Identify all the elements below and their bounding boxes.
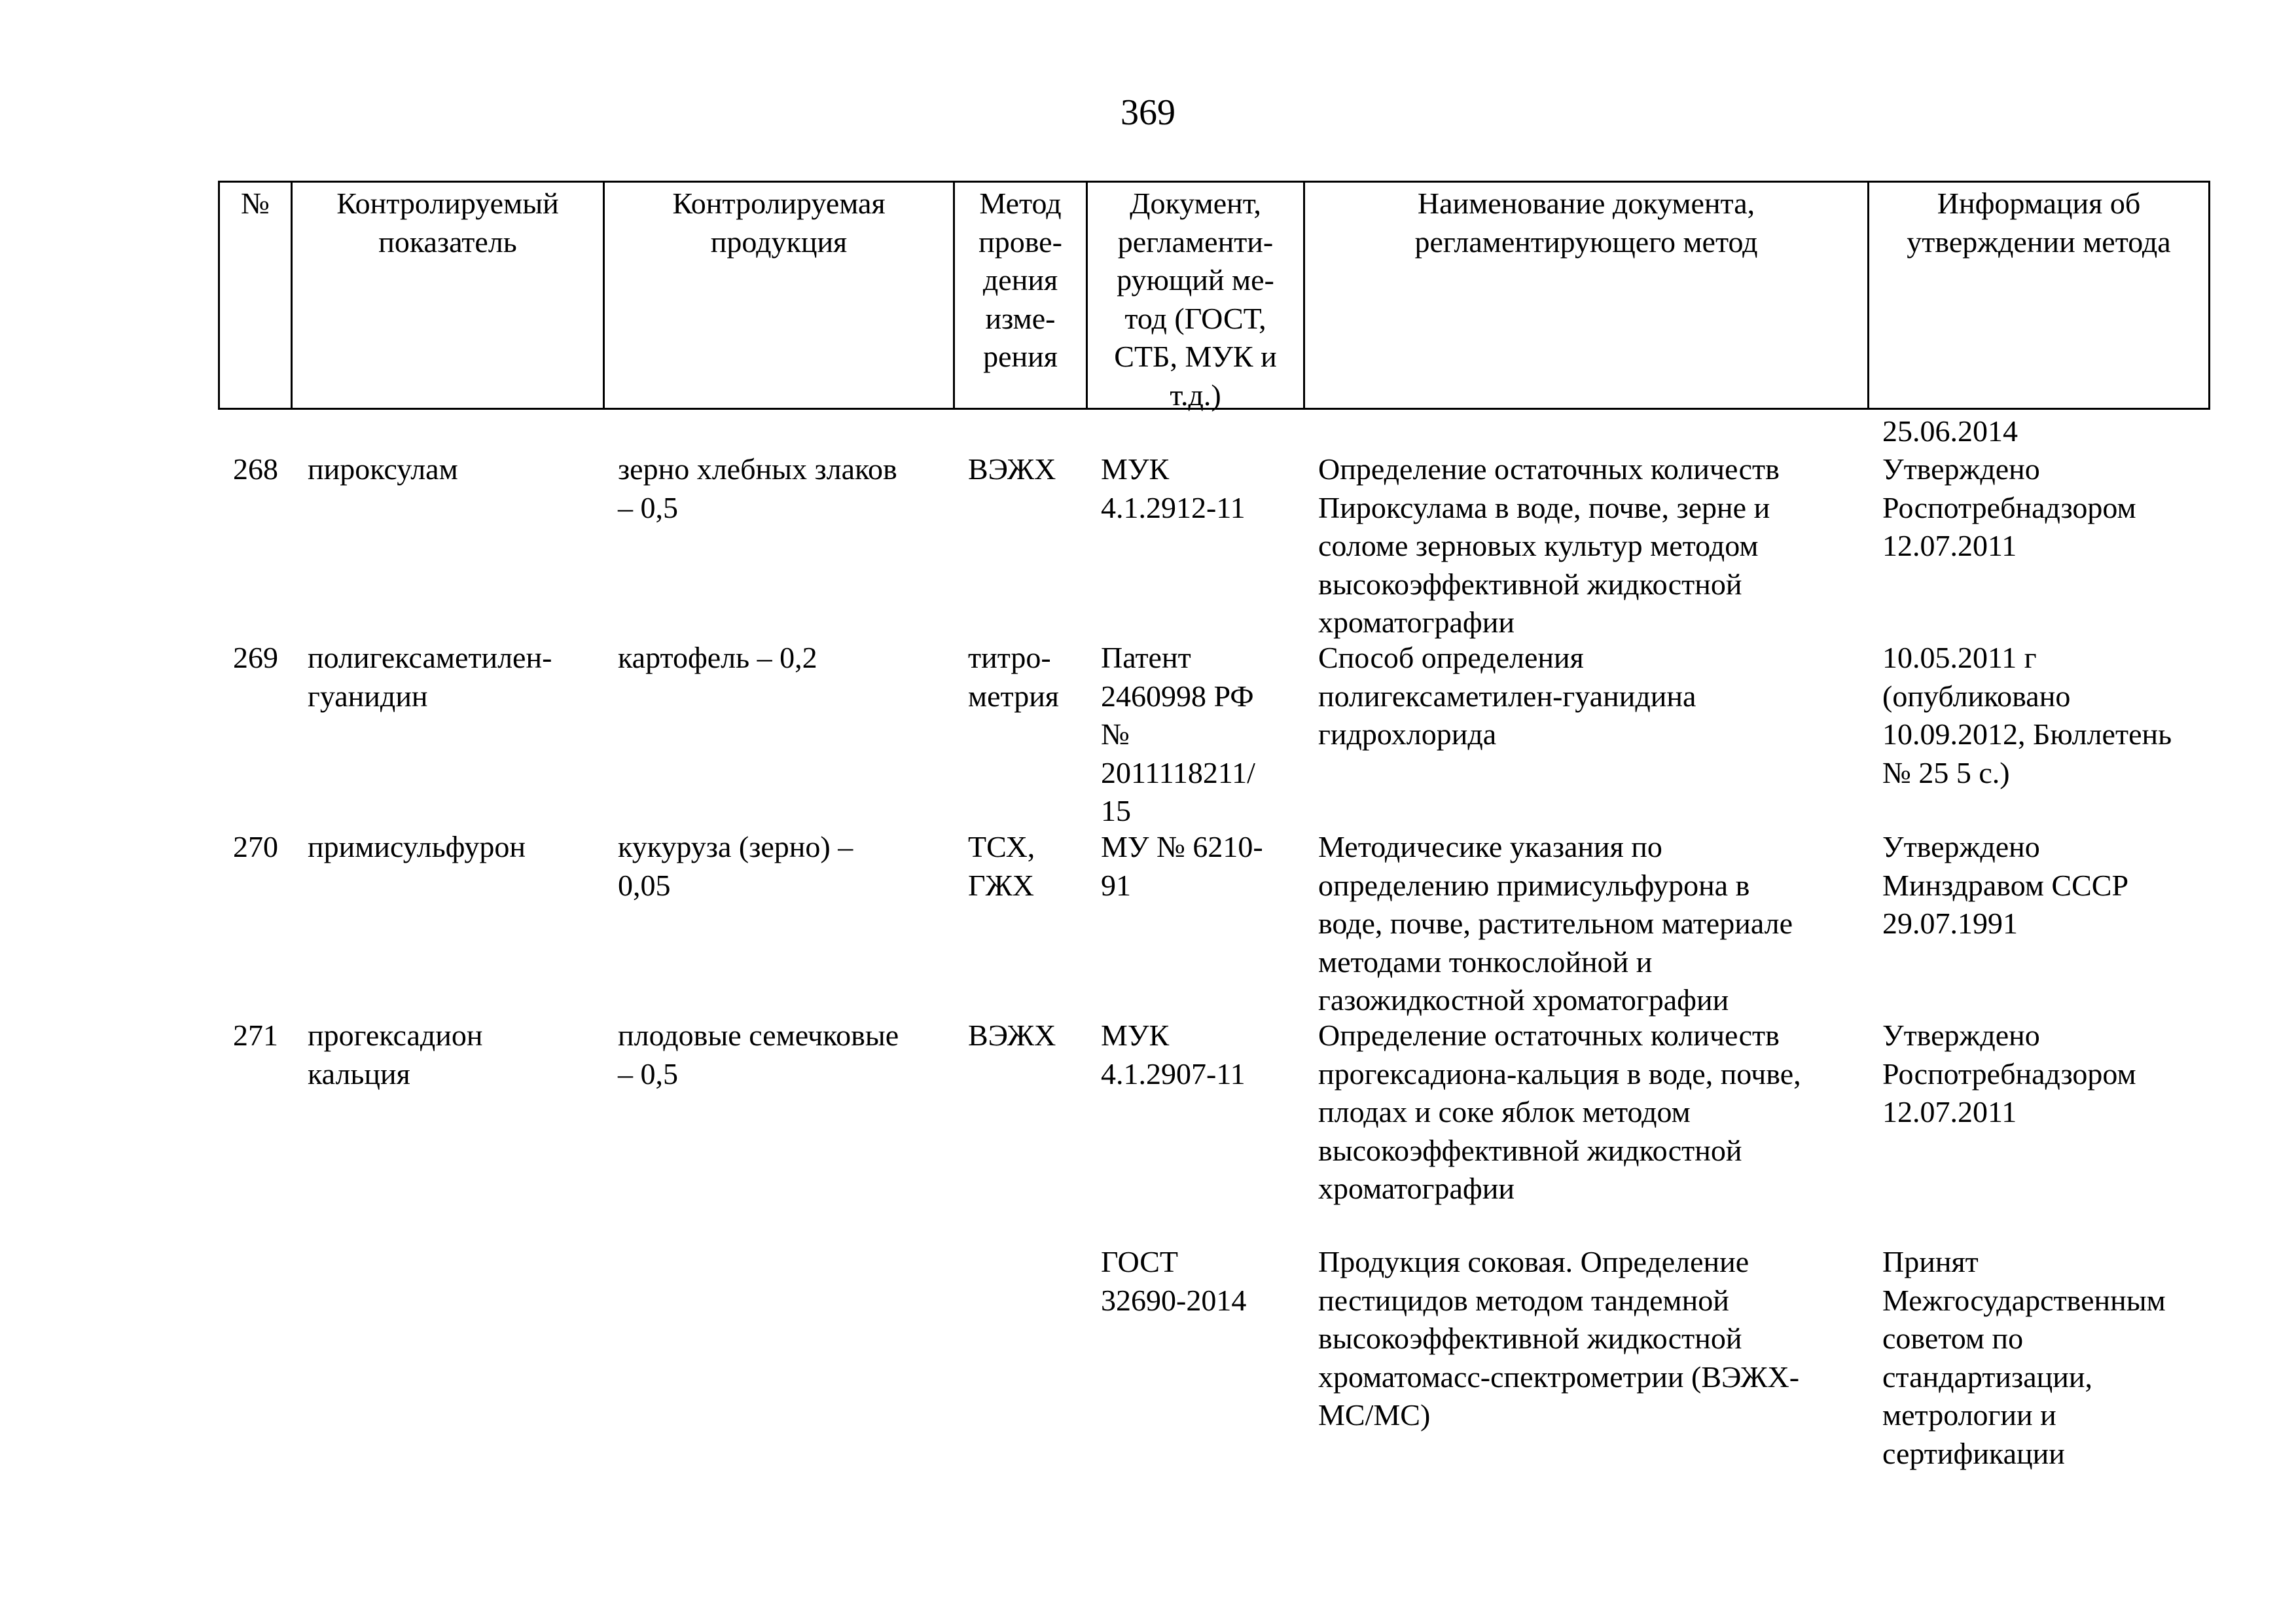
header-number: № (241, 187, 270, 220)
row-document: МУК 4.1.2912-11 (1101, 452, 1246, 524)
row-approval: Утверждено Минздравом СССР 29.07.1991 (1882, 830, 2129, 940)
row-document-name: Определение остаточных количеств Пироксулама в воде, почве, зерне и соломе зерновых культур методом высокоэффективной жидкостной хроматографии (1318, 452, 1780, 639)
row-indicator: полигексаметилен- гуанидин (308, 641, 552, 713)
row-approval: Принят Межгосударственным советом по стандартизации, метрологии и сертификации (1882, 1245, 2166, 1470)
row-document: Патент 2460998 РФ № 2011118211/ 15 (1101, 641, 1255, 827)
header-document-name: Наименование документа, регламентирующего метод (1414, 187, 1758, 259)
row-document-name: Продукция соковая. Определение пестицидов методом тандемной высокоэффективной жидкостной хроматомасс-спектрометрии (ВЭЖХ- МС/МС) (1318, 1245, 1800, 1432)
row-method: ВЭЖХ (968, 1019, 1056, 1052)
row-document: МУК 4.1.2907-11 (1101, 1019, 1246, 1091)
header-approval: Информация об утверждении метода (1907, 187, 2171, 259)
header-product: Контролируемая продукция (672, 187, 886, 259)
row-number: 269 (233, 641, 278, 674)
row-method: ТСХ, ГЖХ (968, 830, 1035, 902)
row-product: кукуруза (зерно) – 0,05 (618, 830, 853, 902)
row-number: 268 (233, 452, 278, 486)
page-number: 369 (1121, 92, 1175, 133)
row-product: зерно хлебных злаков – 0,5 (618, 452, 897, 524)
row-number: 270 (233, 830, 278, 863)
row-indicator: пироксулам (308, 452, 458, 486)
row-approval: 10.05.2011 г (опубликовано 10.09.2012, Бюллетень № 25 5 с.) (1882, 641, 2172, 789)
header-method: Метод прове- дения изме- рения (978, 187, 1062, 373)
row-method: титро- метрия (968, 641, 1059, 713)
row-document: ГОСТ 32690-2014 (1101, 1245, 1247, 1317)
row-document-name: Методичесике указания по определению примисульфурона в воде, почве, растительном материале методами тонкослойной и газожидкостной хроматографии (1318, 830, 1793, 1017)
row-product: картофель – 0,2 (618, 641, 817, 674)
row-document-name: Способ определения полигексаметилен-гуанидина гидрохлорида (1318, 641, 1696, 751)
row-number: 271 (233, 1019, 278, 1052)
row-approval: Утверждено Роспотребнадзором 12.07.2011 (1882, 452, 2136, 562)
row-document-name: Определение остаточных количеств прогексадиона-кальция в воде, почве, плодах и соке яблок методом высокоэффективной жидкостной хроматографии (1318, 1019, 1801, 1205)
header-document: Документ, регламенти- рующий ме- тод (ГОСТ, СТБ, МУК и т.д.) (1114, 187, 1277, 412)
row-indicator: примисульфурон (308, 830, 526, 863)
row-approval: Утверждено Роспотребнадзором 12.07.2011 (1882, 1019, 2136, 1128)
approval-continuation: 25.06.2014 (1882, 414, 2018, 448)
row-document: МУ № 6210- 91 (1101, 830, 1263, 902)
row-method: ВЭЖХ (968, 452, 1056, 486)
header-indicator: Контролируемый показатель (336, 187, 559, 259)
row-product: плодовые семечковые – 0,5 (618, 1019, 899, 1091)
row-indicator: прогексадион кальция (308, 1019, 483, 1091)
